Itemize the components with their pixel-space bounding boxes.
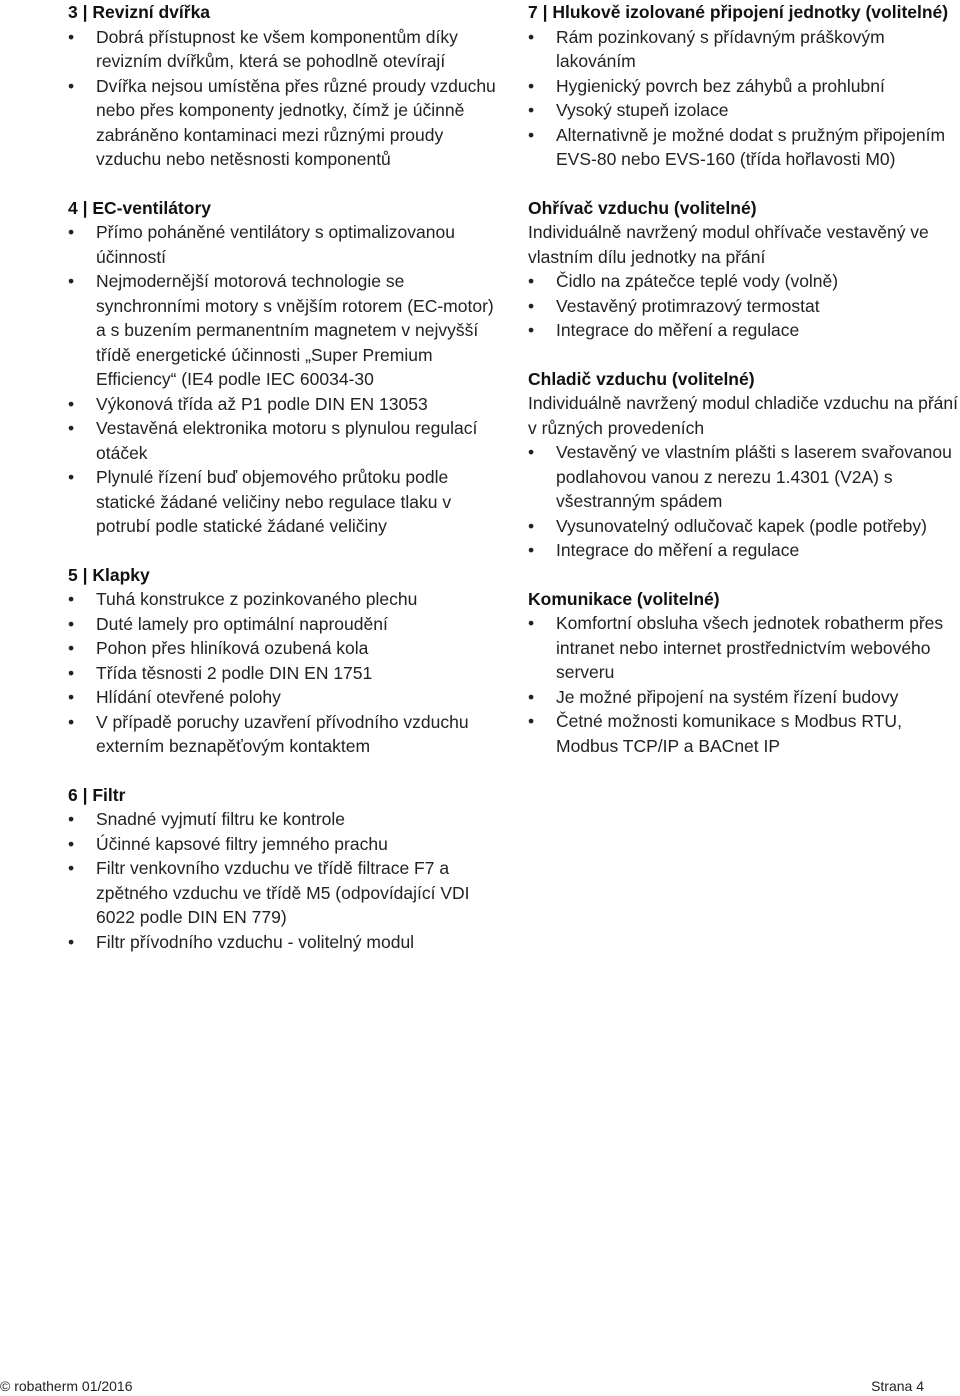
section-title: 3 | Revizní dvířka <box>68 2 211 22</box>
section-dampers <box>68 563 508 759</box>
list-item: • Hlídání otevřené polohy <box>68 685 508 710</box>
bullet-list <box>68 220 508 539</box>
list-item: • Komfortní obsluha všech jednotek robatherm přes intranet nebo internet prostřednictvím webového serveru <box>528 611 960 685</box>
list-item: • Vestavěný protimrazový termostat <box>528 294 960 319</box>
section-title: 5 | Klapky <box>68 564 150 585</box>
section-intro: Individuálně navržený modul ohřívače vestavěný ve vlastním dílu jednotky na přání <box>528 222 929 267</box>
left-column <box>68 0 508 954</box>
section-title: Ohřívač vzduchu (volitelné) <box>528 197 757 218</box>
section-ec-fans <box>68 196 508 539</box>
list-item: • Vestavěný ve vlastním plášti s laserem svařovanou podlahovou vanou z nerezu 1.4301 (V2A) s všestranným spádem <box>528 440 960 514</box>
bullet-list <box>68 25 508 172</box>
list-item: • Třída těsnosti 2 podle DIN EN 1751 <box>68 661 508 686</box>
list-item: • Je možné připojení na systém řízení budovy <box>528 685 960 710</box>
list-item: • V případě poruchy uzavření přívodního vzduchu externím beznapěťovým kontaktem <box>68 710 508 759</box>
section-filter <box>68 783 508 955</box>
list-item: • Čidlo na zpátečce teplé vody (volně) <box>528 269 960 294</box>
section-air-heater <box>528 196 960 343</box>
right-column <box>528 0 960 758</box>
bullet-list <box>68 587 508 759</box>
list-item: • Pohon přes hliníková ozubená kola <box>68 636 508 661</box>
list-item: • Filtr venkovního vzduchu ve třídě filtrace F7 a zpětného vzduchu ve třídě M5 (odpovídající VDI 6022 podle DIN EN 779) <box>68 856 508 930</box>
section-title: Chladič vzduchu (volitelné) <box>528 368 755 389</box>
section-noise-insulated-connection <box>528 0 960 172</box>
list-item: • Tuhá konstrukce z pozinkovaného plechu <box>68 587 508 612</box>
list-item: • Dvířka nejsou umístěna přes různé proudy vzduchu nebo přes komponenty jednotky, čímž je účinně zabráněno kontaminaci mezi různými proudy vzduchu nebo netěsnosti komponentů <box>68 74 508 172</box>
list-item: • Duté lamely pro optimální naproudění <box>68 612 508 637</box>
list-item: • Výkonová třída až P1 podle DIN EN 13053 <box>68 392 508 417</box>
bullet-list <box>528 269 960 343</box>
bullet-list <box>528 611 960 758</box>
bullet-list <box>68 807 508 954</box>
section-intro: Individuálně navržený modul chladiče vzduchu na přání v různých provedeních <box>528 393 958 438</box>
footer-copyright: © robatherm 01/2016 <box>0 1378 133 1394</box>
section-air-cooler <box>528 367 960 563</box>
list-item: • Integrace do měření a regulace <box>528 318 960 343</box>
list-item: • Hygienický povrch bez záhybů a prohlubní <box>528 74 960 99</box>
section-title: 6 | Filtr <box>68 784 126 805</box>
section-title: Komunikace (volitelné) <box>528 588 720 609</box>
footer-page-number: Strana 4 <box>871 1378 924 1394</box>
list-item: • Vysunovatelný odlučovač kapek (podle potřeby) <box>528 514 960 539</box>
section-communication <box>528 587 960 759</box>
list-item: • Dobrá přístupnost ke všem komponentům díky revizním dvířkům, která se pohodlně otevírají <box>68 25 508 74</box>
section-title: 7 | Hlukově izolované připojení jednotky (volitelné) <box>528 2 949 22</box>
list-item: • Filtr přívodního vzduchu - volitelný modul <box>68 930 508 955</box>
list-item: • Rám pozinkovaný s přídavným práškovým lakováním <box>528 25 960 74</box>
list-item: • Vysoký stupeň izolace <box>528 98 960 123</box>
list-item: • Nejmodernější motorová technologie se synchronními motory s vnějším rotorem (EC-motor) a s buzením permanentním magnetem v nejvyšší třídě energetické účinnosti „Super Premium Efficiency“ (IE4 podle IEC 60034-30 <box>68 269 508 392</box>
bullet-list <box>528 440 960 563</box>
list-item: • Četné možnosti komunikace s Modbus RTU, Modbus TCP/IP a BACnet IP <box>528 709 960 758</box>
list-item: • Alternativně je možné dodat s pružným připojením EVS-80 nebo EVS-160 (třída hořlavosti M0) <box>528 123 960 172</box>
section-revisional-doors <box>68 0 508 172</box>
list-item: • Vestavěná elektronika motoru s plynulou regulací otáček <box>68 416 508 465</box>
section-title: 4 | EC-ventilátory <box>68 197 211 218</box>
list-item: • Přímo poháněné ventilátory s optimalizovanou účinností <box>68 220 508 269</box>
bullet-list <box>528 25 960 172</box>
list-item: • Plynulé řízení buď objemového průtoku podle statické žádané veličiny nebo regulace tlaku v potrubí podle statické žádané veličiny <box>68 465 508 539</box>
list-item: • Integrace do měření a regulace <box>528 538 960 563</box>
list-item: • Účinné kapsové filtry jemného prachu <box>68 832 508 857</box>
list-item: • Snadné vyjmutí filtru ke kontrole <box>68 807 508 832</box>
